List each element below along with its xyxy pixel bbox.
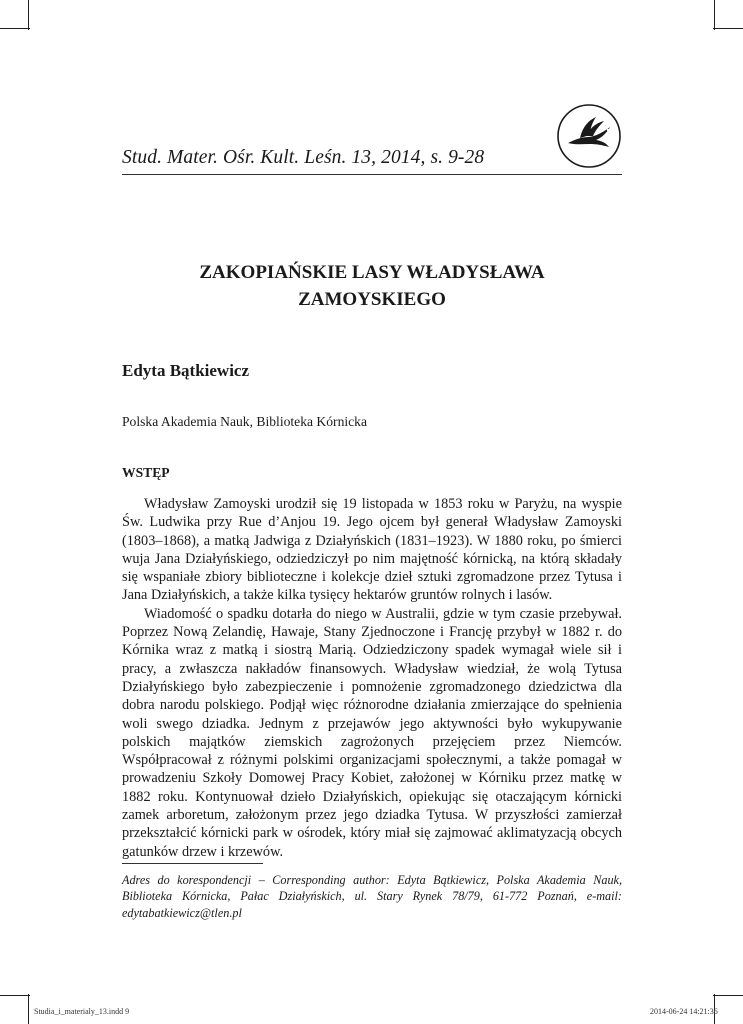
author-affiliation: Polska Akademia Nauk, Biblioteka Kórnicka — [122, 414, 368, 429]
slug-filename: Studia_i_materialy_13.indd 9 — [34, 1007, 130, 1016]
correspondence-footnote: Adres do korespondencji – Corresponding author: Edyta Bątkiewicz, Polska Akademia Nauk, Biblioteka Kórnicka, Pałac Działyńskich, ul. Stary Rynek 78/79, 61-772 Poznań, e-mail: edytabatkiewicz@tlen.pl — [122, 873, 622, 920]
article-body — [122, 495, 622, 861]
crop-mark-top-right — [714, 0, 715, 30]
paragraph-1: Władysław Zamoyski urodził się 19 listopada w 1853 roku w Paryżu, na wyspie Św. Ludwika przy Rue d’Anjou 19. Jego ojcem był generał Władysław Zamoyski (1803–1868), a matką Jadwiga z Działyńskich (1831–1923). W 1880 roku, po śmierci wuja Jana Działyńskiego, odziedziczył po nim majętność kórnicką, na którą składały się wspaniałe zbiory biblioteczne i kolekcje dzieł sztuki zgromadzone przez Tytusa i Jana Działyńskich, a także kilka tysięcy hektarów gruntów rolnych i lasów. — [122, 496, 622, 604]
crop-mark-top-left — [28, 0, 29, 30]
author-name: Edyta Bątkiewicz — [122, 361, 250, 380]
section-heading: WSTĘP — [122, 465, 170, 480]
crop-mark-top-right-h — [713, 28, 743, 29]
crop-mark-top-left-h — [0, 28, 30, 29]
article-title — [122, 259, 622, 313]
crop-mark-bottom-left-h — [0, 995, 30, 996]
title-line-1: ZAKOPIAŃSKIE LASY WŁADYSŁAWA — [199, 262, 545, 283]
crop-mark-bottom-left — [28, 994, 29, 1024]
journal-citation: Stud. Mater. Ośr. Kult. Leśn. 13, 2014, s. 9-28 — [122, 147, 485, 168]
slug-timestamp: 2014-06-24 14:21:36 — [650, 1007, 718, 1016]
bird-emblem-icon — [556, 103, 622, 169]
header-rule — [122, 174, 622, 175]
title-line-2: ZAMOYSKIEGO — [298, 289, 446, 310]
crop-mark-bottom-right-h — [713, 995, 743, 996]
paragraph-2: Wiadomość o spadku dotarła do niego w Australii, gdzie w tym czasie przebywał. Poprzez Nową Zelandię, Hawaje, Stany Zjednoczone i Francję przybył w 1882 r. do Kórnika wraz z matką i siostrą Marią. Odziedziczony spadek wymagał wiele sił i pracy, a zwłaszcza nakładów finansowych. Władysław wiedział, że wolą Tytusa Działyńskiego było zabezpieczenie i pomnożenie zgromadzonego dziedzictwa dla dobra narodu polskiego. Podjął więc różnorodne działania zmierzające do spełnienia woli swego dziadka. Jednym z przejawów jego aktywności było wykupywanie polskich majątków ziemskich zagrożonych przejęciem przez Niemców. Współpracował z różnymi polskimi organizacjami społecznymi, a także pomagał w prowadzeniu Szkoły Domowej Pracy Kobiet, założonej w Kórniku przez matkę w 1882 roku. Kontynuował dzieło Działyńskich, opiekując się otaczającym kórnicki zamek arboretum, założonym przez jego dziadka Tytusa. W przyszłości zamierzał przekształcić kórnicki park w ośrodek, który miał się zajmować aklimatyzacją obcych gatunków drzew i krzewów. — [122, 605, 622, 860]
footnote-rule — [122, 863, 263, 864]
